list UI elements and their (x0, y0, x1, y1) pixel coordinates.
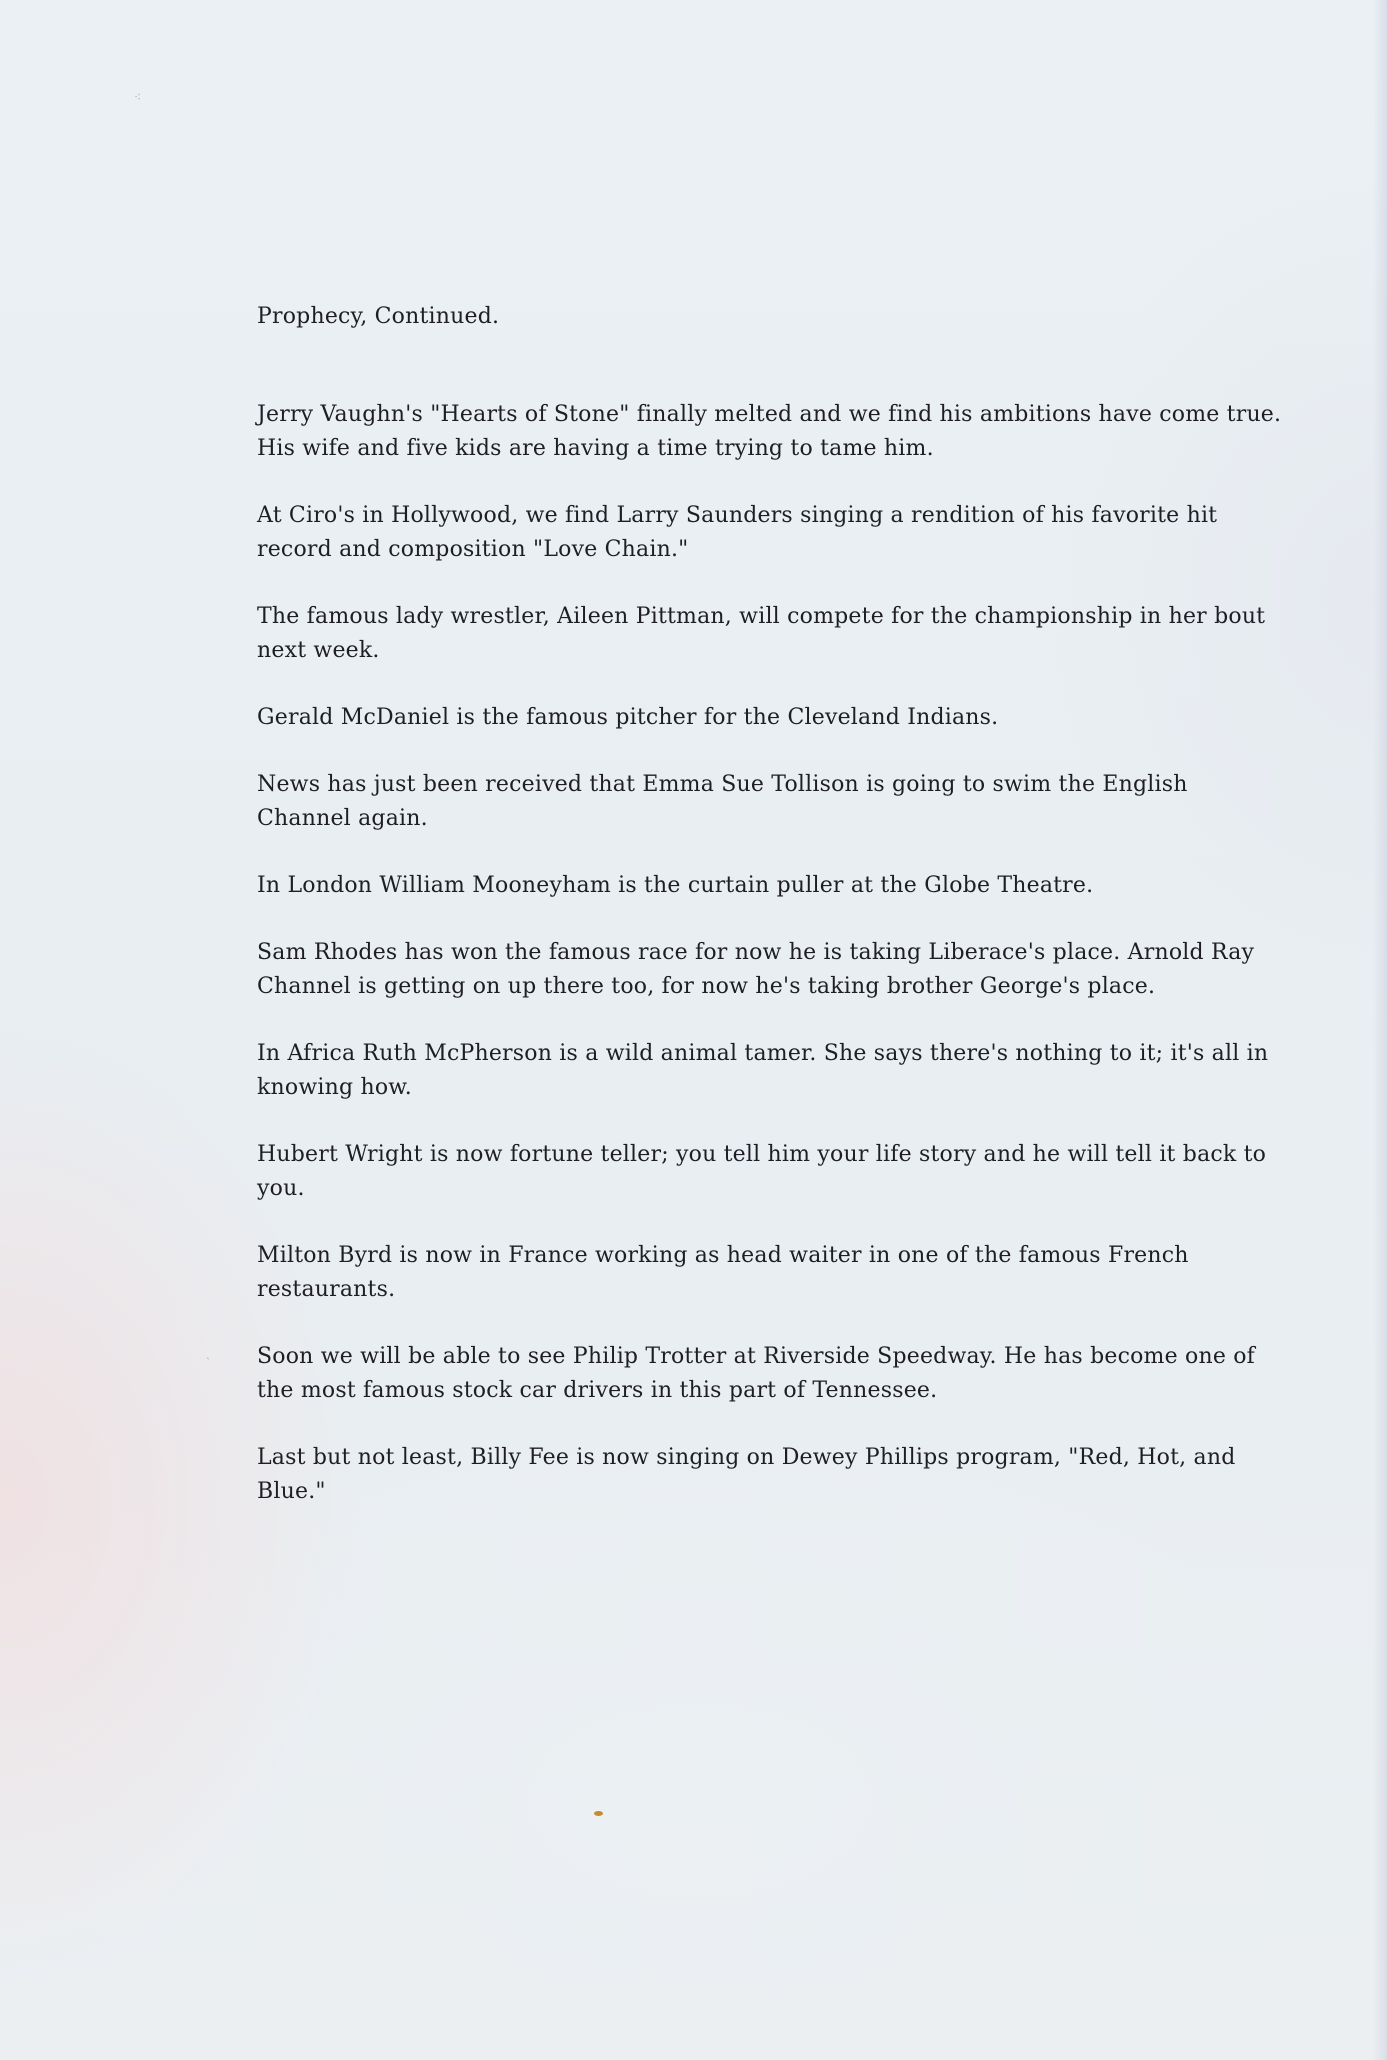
paragraph-ruth-mcpherson: In Africa Ruth McPherson is a wild animal tamer. She says there's nothing to it; it's all in knowing how. (257, 1041, 1269, 1100)
paragraph-sam-rhodes: Sam Rhodes has won the famous race for now he is taking Liberace's place. Arnold Ray Channel is getting on up there too, for now he's taking brother George's place. (257, 940, 1255, 999)
paragraph-william-mooneyham: In London William Mooneyham is the curtain puller at the Globe Theatre. (257, 873, 1094, 898)
paragraph-milton-byrd: Milton Byrd is now in France working as head waiter in one of the famous French restaurants. (257, 1243, 1189, 1302)
paragraph-emma-sue-tollison: News has just been received that Emma Sue Tollison is going to swim the English Channel again. (257, 772, 1188, 831)
paragraph-jerry-vaughn: Jerry Vaughn's "Hearts of Stone" finally melted and we find his ambitions have come true. His wife and five kids are having a time trying to tame him. (257, 402, 1282, 461)
paragraph-gerald-mcdaniel: Gerald McDaniel is the famous pitcher for the Cleveland Indians. (257, 705, 999, 730)
paper-speck (594, 1811, 603, 1816)
document-header: Prophecy, Continued. (257, 304, 500, 329)
paragraph-billy-fee: Last but not least, Billy Fee is now singing on Dewey Phillips program, "Red, Hot, and Blue." (257, 1445, 1236, 1504)
page-edge-shadow (1373, 0, 1387, 2060)
paragraph-hubert-wright: Hubert Wright is now fortune teller; you tell him your life story and he will tell it back to you. (257, 1142, 1267, 1201)
paragraph-aileen-pittman: The famous lady wrestler, Aileen Pittman, will compete for the championship in her bout next week. (257, 604, 1266, 663)
paragraph-philip-trotter: Soon we will be able to see Philip Trotter at Riverside Speedway. He has become one of the most famous stock car drivers in this part of Tennessee. (257, 1344, 1256, 1403)
paper-mark-left: ˎ (206, 1346, 210, 1360)
paragraph-larry-saunders: At Ciro's in Hollywood, we find Larry Saunders singing a rendition of his favorite hit record and composition "Love Chain." (257, 503, 1218, 562)
paper-mark-top-left: ⁖ (134, 90, 142, 104)
document-body (257, 398, 1287, 1542)
